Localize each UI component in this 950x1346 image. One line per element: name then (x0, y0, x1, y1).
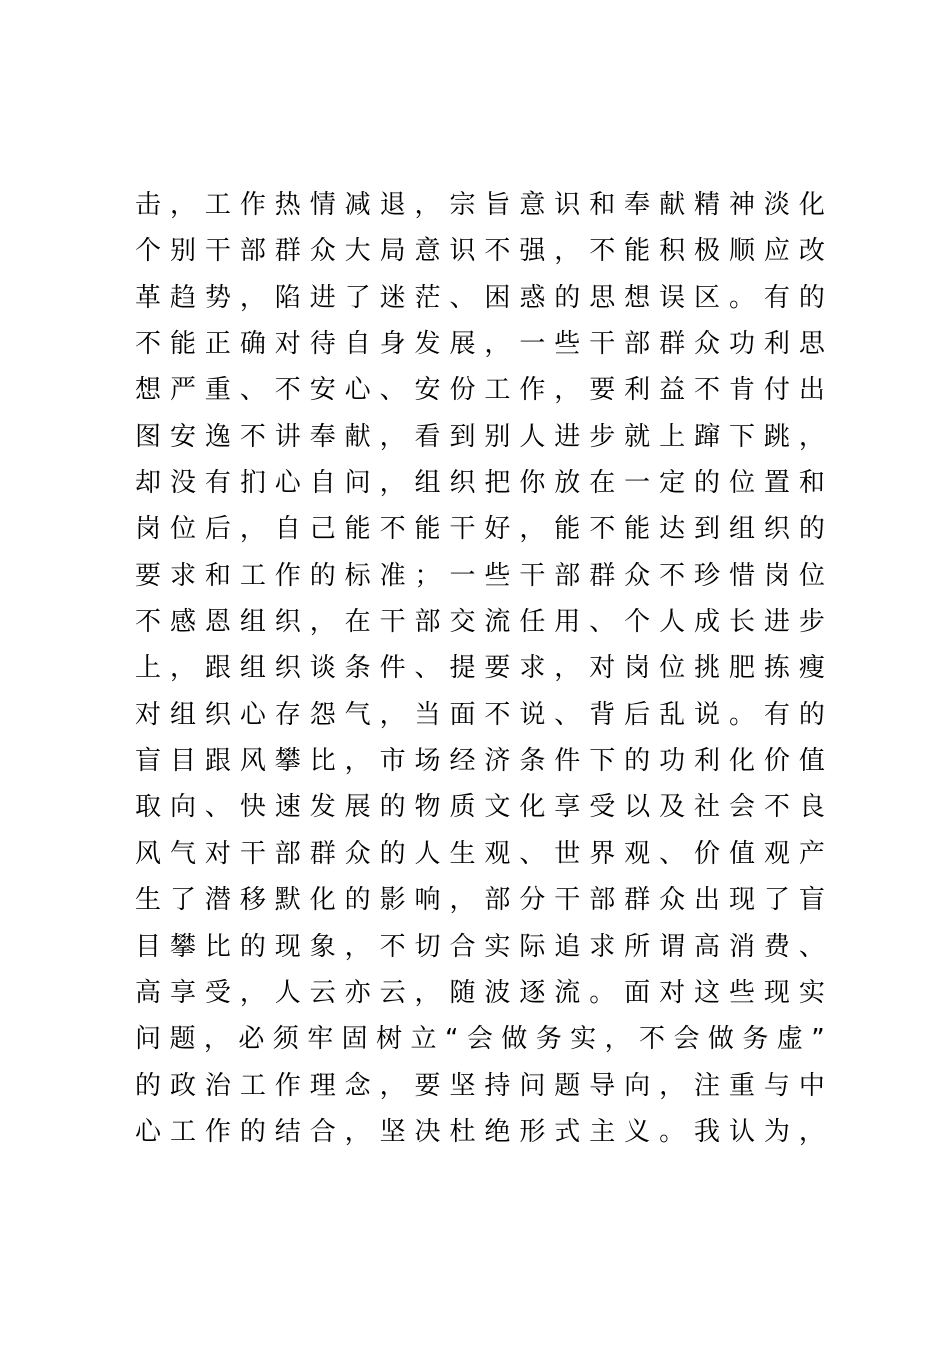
text-line-18: 高 享 受 ， 人 云 亦 云 ， 随 波 逐 流 。 面 对 这 些 现 实 (135, 977, 825, 1008)
text-line-17: 目 攀 比 的 现 象 ， 不 切 合 实 际 追 求 所 谓 高 消 费 、 (135, 931, 825, 962)
body-text (135, 182, 825, 1155)
text-line-14: 取 向 、 快 速 发 展 的 物 质 文 化 享 受 以 及 社 会 不 良 (135, 792, 825, 823)
text-line-6: 图 安 逸 不 讲 奉 献 ， 看 到 别 人 进 步 就 上 蹿 下 跳 ， (135, 421, 825, 452)
text-line-16: 生 了 潜 移 默 化 的 影 响 ， 部 分 干 部 群 众 出 现 了 盲 (135, 885, 825, 916)
text-line-8: 岗 位 后 ， 自 己 能 不 能 干 好 ， 能 不 能 达 到 组 织 的 (135, 514, 825, 545)
text-line-15: 风 气 对 干 部 群 众 的 人 生 观 、 世 界 观 、 价 值 观 产 (135, 838, 825, 869)
text-line-7: 却 没 有 扪 心 自 问 ， 组 织 把 你 放 在 一 定 的 位 置 和 (135, 468, 825, 499)
text-line-4: 不 能 正 确 对 待 自 身 发 展 ， 一 些 干 部 群 众 功 利 思 (135, 329, 825, 360)
text-line-21: 心 工 作 的 结 合 ， 坚 决 杜 绝 形 式 主 义 。 我 认 为 ， (135, 1116, 825, 1147)
text-line-19: 问 题 ， 必 须 牢 固 树 立 “ 会 做 务 实 ， 不 会 做 务 虚 ” (135, 1024, 825, 1055)
text-line-1: 击 ， 工 作 热 情 减 退 ， 宗 旨 意 识 和 奉 献 精 神 淡 化 (135, 190, 825, 220)
text-line-12: 对 组 织 心 存 怨 气 ， 当 面 不 说 、 背 后 乱 说 。 有 的 (135, 699, 825, 730)
text-line-10: 不 感 恩 组 织 ， 在 干 部 交 流 任 用 、 个 人 成 长 进 步 (135, 607, 825, 638)
text-line-5: 想 严 重 、 不 安 心 、 安 份 工 作 ， 要 利 益 不 肯 付 出 (135, 375, 825, 406)
text-line-13: 盲 目 跟 风 攀 比 ， 市 场 经 济 条 件 下 的 功 利 化 价 值 (135, 746, 825, 777)
text-line-9: 要 求 和 工 作 的 标 准 ； 一 些 干 部 群 众 不 珍 惜 岗 位 (135, 560, 825, 591)
text-line-3: 革 趋 势 ， 陷 进 了 迷 茫 、 困 惑 的 思 想 误 区 。 有 的 (135, 282, 825, 313)
text-line-11: 上 ， 跟 组 织 谈 条 件 、 提 要 求 ， 对 岗 位 挑 肥 拣 瘦 (135, 653, 825, 684)
text-line-2: 个 别 干 部 群 众 大 局 意 识 不 强 ， 不 能 积 极 顺 应 改 (135, 236, 825, 267)
text-line-20: 的 政 治 工 作 理 念 ， 要 坚 持 问 题 导 向 ， 注 重 与 中 (135, 1070, 825, 1101)
